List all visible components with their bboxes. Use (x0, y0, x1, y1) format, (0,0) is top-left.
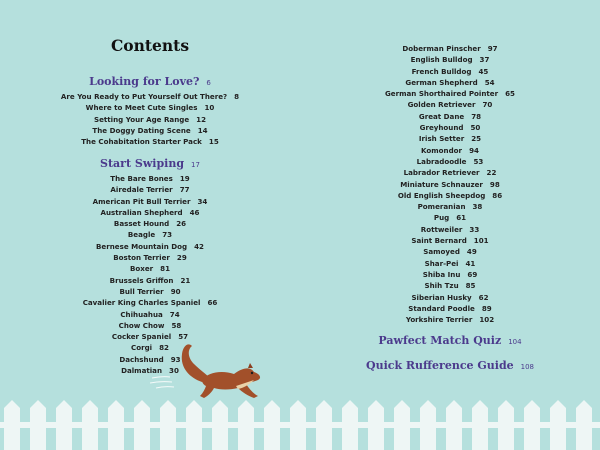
entry-page-number: 66 (207, 298, 218, 308)
toc-entry[interactable] (350, 201, 550, 212)
toc-entry[interactable] (350, 212, 550, 223)
toc-entry[interactable] (60, 297, 240, 308)
entry-page-number: 37 (479, 55, 490, 65)
fence-picket (524, 400, 540, 450)
entry-page-number: 21 (180, 275, 191, 285)
toc-entry[interactable] (60, 114, 240, 125)
section-title: Looking for Love? (89, 75, 200, 88)
fence-picket (368, 400, 384, 450)
entry-label: Shih Tzu (424, 281, 459, 291)
entry-page-number: 94 (469, 145, 479, 155)
toc-entry[interactable] (350, 145, 550, 156)
fence-picket (4, 400, 20, 450)
entry-label: Boxer (129, 264, 154, 274)
entry-page-number: 49 (466, 247, 477, 257)
entry-page-number: 69 (467, 269, 478, 279)
fence-pickets (4, 400, 592, 450)
entry-label: German Shepherd (405, 77, 478, 87)
entry-label: Irish Setter (418, 134, 465, 144)
entry-label: Basset Hound (113, 219, 170, 229)
entry-page-number: 101 (473, 236, 489, 246)
fence-picket (56, 400, 72, 450)
toc-entry[interactable] (350, 77, 550, 88)
toc-entry[interactable] (60, 125, 240, 136)
toc-entry[interactable] (350, 167, 550, 178)
entry-page-number: 89 (481, 303, 492, 313)
toc-entry[interactable] (350, 43, 550, 54)
entry-label: English Bulldog (410, 55, 473, 65)
fence-picket (420, 400, 436, 450)
section-looking-for-love (60, 75, 240, 147)
entry-page-number: 29 (176, 253, 187, 263)
entry-label: Standard Poodle (408, 303, 475, 313)
entry-label: Samoyed (423, 247, 460, 257)
toc-entry[interactable] (60, 102, 240, 113)
entry-page-number: 90 (170, 286, 181, 296)
squirrel-ear (248, 363, 253, 368)
entry-label: Cocker Spaniel (111, 332, 172, 342)
entry-page-number: 46 (189, 207, 200, 217)
entry-page-number: 41 (465, 258, 476, 268)
entry-label: Bull Terrier (119, 286, 164, 296)
entry-page-number: 85 (465, 281, 476, 291)
entry-label: Chow Chow (118, 320, 165, 330)
squirrel-eye (251, 372, 253, 374)
entry-label: Boston Terrier (113, 253, 170, 263)
toc-entry[interactable] (350, 280, 550, 291)
entry-label: Where to Meet Cute Singles (85, 103, 198, 113)
entry-page-number: 25 (471, 134, 482, 144)
fence-picket (212, 400, 228, 450)
entry-page-number: 65 (505, 89, 515, 99)
entry-label: French Bulldog (411, 66, 472, 76)
toc-entry[interactable] (350, 66, 550, 77)
entry-page-number: 12 (196, 114, 207, 124)
section-page-number: 17 (191, 161, 200, 169)
entry-page-number: 58 (171, 320, 182, 330)
entry-page-number: 42 (194, 241, 204, 251)
squirrel-tail (182, 344, 210, 382)
entry-label: Labradoodle (416, 156, 467, 166)
fence-picket (108, 400, 124, 450)
toc-entry[interactable] (350, 179, 550, 190)
entry-page-number: 30 (169, 366, 179, 376)
section-title: Start Swiping (100, 157, 185, 170)
fence-picket (186, 400, 202, 450)
entry-label: Yorkshire Terrier (405, 315, 473, 325)
fence-picket (342, 400, 358, 450)
toc-entry[interactable] (350, 258, 550, 269)
section-title: Quick Rufference Guide (365, 359, 514, 372)
entry-label: Pug (433, 213, 450, 223)
toc-entry[interactable] (350, 303, 550, 314)
fence-picket (576, 400, 592, 450)
fence-picket (30, 400, 46, 450)
toc-entry[interactable] (60, 320, 240, 331)
motion-lines (150, 377, 174, 388)
page-title: Contents (110, 36, 190, 55)
entry-list (350, 43, 550, 325)
squirrel-illustration (150, 338, 270, 400)
fence-picket (316, 400, 332, 450)
entry-label: Setting Your Age Range (93, 114, 190, 124)
entry-page-number: 102 (479, 315, 495, 325)
entry-page-number: 73 (162, 230, 173, 240)
entry-label: Shiba Inu (422, 269, 461, 279)
section-page-number: 108 (520, 363, 535, 371)
entry-page-number: 54 (484, 77, 495, 87)
entry-page-number: 53 (473, 156, 484, 166)
toc-entry[interactable] (350, 314, 550, 325)
entry-page-number: 77 (179, 185, 190, 195)
entry-label: Golden Retriever (407, 100, 476, 110)
entry-label: German Shorthaired Pointer (384, 89, 499, 99)
entry-label: Beagle (127, 230, 156, 240)
entry-label: Pomeranian (417, 202, 466, 212)
entry-page-number: 26 (176, 219, 187, 229)
toc-entry[interactable] (60, 173, 240, 184)
entry-page-number: 14 (197, 125, 208, 135)
toc-entry[interactable] (350, 122, 550, 133)
entry-page-number: 62 (478, 292, 489, 302)
entry-page-number: 97 (487, 44, 498, 53)
entry-label: Siberian Husky (411, 292, 472, 302)
entry-label: Shar-Pei (424, 258, 459, 268)
entry-page-number: 70 (482, 100, 493, 110)
toc-entry[interactable] (350, 111, 550, 122)
entry-label: Are You Ready to Put Yourself Out There? (60, 92, 228, 101)
section-page-number: 104 (508, 338, 522, 346)
toc-entry[interactable] (350, 235, 550, 246)
toc-entry[interactable] (60, 184, 240, 195)
fence-picket (134, 400, 150, 450)
toc-entry[interactable] (60, 263, 240, 274)
toc-entry[interactable] (60, 91, 240, 102)
entry-page-number: 78 (471, 111, 482, 121)
fence-picket (290, 400, 306, 450)
entry-page-number: 10 (204, 103, 215, 113)
toc-entry[interactable] (60, 286, 240, 297)
entry-label: Saint Bernard (411, 236, 467, 246)
section-title: Pawfect Match Quiz (378, 334, 502, 347)
picket-fence-illustration (0, 396, 600, 450)
entry-label: Old English Sheepdog (397, 190, 486, 200)
toc-entry[interactable] (60, 275, 240, 286)
toc-entry[interactable] (60, 196, 240, 207)
entry-label: Miniature Schnauzer (400, 179, 483, 189)
fence-picket (446, 400, 462, 450)
fence-picket (394, 400, 410, 450)
section-pawfect-match-quiz[interactable] (350, 334, 550, 347)
entry-label: Labrador Retriever (403, 168, 480, 178)
entry-label: Australian Shepherd (100, 207, 183, 217)
entry-page-number: 8 (234, 92, 240, 101)
fence-picket (264, 400, 280, 450)
entry-label: The Cohabitation Starter Pack (81, 137, 202, 147)
entry-page-number: 15 (208, 137, 219, 147)
entry-page-number: 81 (160, 264, 171, 274)
toc-entry[interactable] (60, 207, 240, 218)
entry-page-number: 86 (492, 190, 503, 200)
toc-entry[interactable] (350, 292, 550, 303)
toc-entry[interactable] (350, 246, 550, 257)
entry-label: Dachshund (119, 354, 164, 364)
entry-page-number: 61 (456, 213, 467, 223)
toc-entry[interactable] (350, 269, 550, 280)
entry-page-number: 45 (478, 66, 489, 76)
entry-page-number: 82 (159, 343, 169, 353)
section-page-number: 6 (206, 79, 211, 87)
entry-page-number: 19 (179, 174, 190, 183)
entry-page-number: 50 (470, 123, 481, 133)
entry-page-number: 22 (486, 168, 497, 178)
entry-label: Dalmatian (121, 366, 163, 376)
entry-label: The Bare Bones (110, 174, 173, 183)
toc-entry[interactable] (350, 99, 550, 110)
entry-label: Brussels Griffon (109, 275, 174, 285)
entry-label: Bernese Mountain Dog (96, 241, 188, 251)
entry-label: Doberman Pinscher (402, 44, 481, 53)
toc-entry[interactable] (60, 252, 240, 263)
fence-picket (160, 400, 176, 450)
toc-entry[interactable] (350, 54, 550, 65)
entry-page-number: 93 (170, 354, 181, 364)
entry-list (60, 91, 240, 147)
section-heading[interactable] (60, 157, 240, 170)
fence-picket (82, 400, 98, 450)
entry-page-number: 33 (469, 224, 480, 234)
toc-entry[interactable] (60, 241, 240, 252)
fence-picket (498, 400, 514, 450)
entry-label: Greyhound (419, 123, 464, 133)
entry-page-number: 74 (169, 309, 180, 319)
entry-label: The Doggy Dating Scene (92, 125, 191, 135)
entry-label: Great Dane (418, 111, 465, 121)
fence-picket (238, 400, 254, 450)
fence-picket (550, 400, 566, 450)
toc-entry[interactable] (350, 224, 550, 235)
entry-label: Chihuahua (120, 309, 163, 319)
entry-label: Cavalier King Charles Spaniel (82, 298, 201, 308)
entry-label: American Pit Bull Terrier (92, 196, 191, 206)
entry-label: Rottweiler (420, 224, 463, 234)
toc-entry[interactable] (350, 133, 550, 144)
toc-entry[interactable] (350, 156, 550, 167)
toc-entry[interactable] (60, 309, 240, 320)
toc-entry[interactable] (350, 190, 550, 201)
toc-entry[interactable] (60, 229, 240, 240)
entry-label: Airedale Terrier (110, 185, 173, 195)
entry-label: Komondor (421, 145, 463, 155)
fence-picket (472, 400, 488, 450)
entry-page-number: 38 (472, 202, 483, 212)
entry-page-number: 57 (178, 332, 189, 342)
toc-entry[interactable] (60, 136, 240, 147)
section-quick-rufference-guide[interactable] (350, 359, 550, 372)
toc-entry[interactable] (350, 88, 550, 99)
entry-label: Corgi (131, 343, 153, 353)
entry-page-number: 34 (197, 196, 208, 206)
entry-page-number: 98 (489, 179, 500, 189)
section-heading[interactable] (60, 75, 240, 88)
toc-entry[interactable] (60, 218, 240, 229)
